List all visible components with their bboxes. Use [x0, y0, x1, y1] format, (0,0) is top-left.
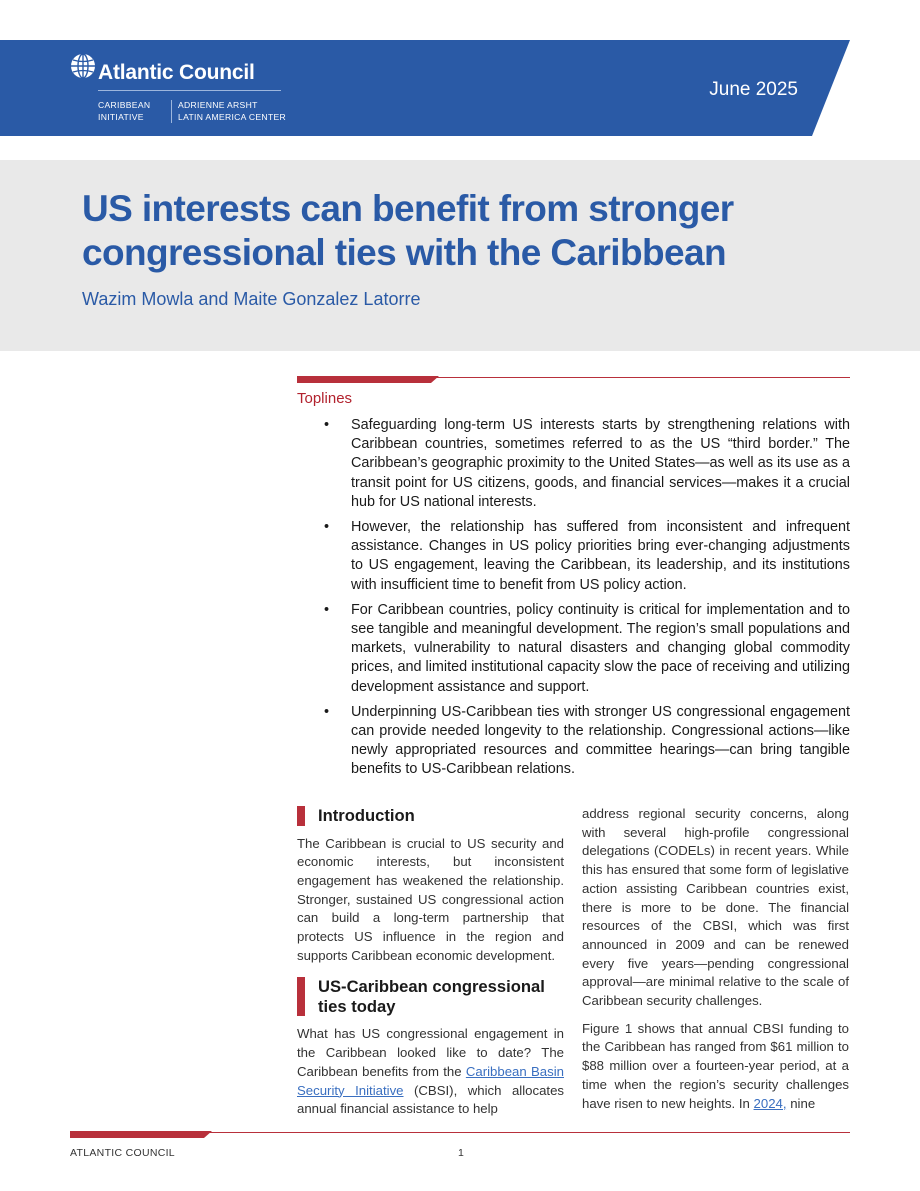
paragraph-text: What has US congressional engagement in the Caribbean looked like to date? The Caribbean benefits from the [297, 1026, 564, 1079]
topline-text: For Caribbean countries, policy continuity is critical for implementation and to see tangible and meaningful development. The region’s small populations and markets, vulnerability to natural disasters and changing global commodity prices, and limited institutional capacity slow the pace of receiving and utilizing development assistance and support. [351, 601, 850, 695]
list-item [324, 703, 850, 780]
page-title: US interests can benefit from stronger congressional ties with the Caribbean [82, 188, 734, 273]
list-item [324, 416, 850, 512]
topline-text: However, the relationship has suffered from inconsistent and infrequent assistance. Changes in US policy priorities bring ever-changing adjustments to US engagement, leaving the Caribbean, its leadership, and its institutions with insufficient time to benefit from US policy action. [351, 519, 850, 593]
heading-bar [297, 977, 305, 1016]
bullet-icon: • [324, 703, 330, 720]
paragraph-text: Figure 1 shows that annual CBSI funding to the Caribbean has ranged from $61 million to $88 million over a fourteen-year period, at a time when the region’s security challenges have risen to new heights. In [582, 1020, 849, 1111]
section-heading [297, 977, 568, 1016]
section-heading [297, 806, 564, 826]
body-column-right [582, 805, 849, 1113]
toplines-label: Toplines [297, 390, 353, 407]
body-paragraph: address regional security concerns, along with several high-profile congressional delegations (CODELs) in recent years. While this has ensured that some form of legislative action assisting Caribbean countries exist, there is more to be done. The financial resources of the CBSI, which was first announced in 2009 and can be renewed every five years—pending congressional approval—are minimal relative to the scale of Caribbean security challenges. [582, 806, 849, 1009]
toplines-rule-tab [297, 376, 442, 384]
introduction-paragraph: The Caribbean is crucial to US security and economic interests, but inconsistent engagement has weakened the relationship. Stronger, sustained US congressional action can build a long-term partnership that protects US influence in the region and supports Caribbean economic development. [297, 835, 564, 963]
heading-bar [297, 806, 305, 826]
caribbean-initiative-label: CARIBBEAN INITIATIVE [98, 100, 151, 122]
cbsi-link[interactable]: Caribbean Basin Security Initiative [297, 1063, 564, 1098]
arsht-center-label: ADRIENNE ARSHT LATIN AMERICA CENTER [171, 100, 286, 123]
year-2024-link[interactable]: 2024, [753, 1095, 787, 1111]
globe-icon [70, 53, 96, 79]
footer-org: ATLANTIC COUNCIL [70, 1147, 175, 1159]
list-item [324, 518, 850, 595]
body-paragraph [297, 1025, 564, 1119]
footer-rule-tab [70, 1131, 215, 1139]
bullet-icon: • [324, 519, 330, 536]
introduction-heading: Introduction [318, 806, 415, 825]
paragraph-text: nine [786, 1095, 816, 1111]
publication-date: June 2025 [709, 79, 798, 100]
list-item [324, 601, 850, 697]
bullet-icon: • [324, 601, 330, 618]
topline-text: Underpinning US-Caribbean ties with stronger US congressional engagement can provide needed longevity to the relationship. Congressional actions—like newly appropriated resources and committee hearings—can bring tangible benefits to US-Caribbean relations. [351, 703, 850, 778]
toplines-list [324, 416, 850, 786]
authors: Wazim Mowla and Maite Gonzalez Latorre [82, 289, 421, 309]
logo-divider [98, 90, 281, 91]
org-name: Atlantic Council [98, 61, 255, 84]
page-number: 1 [458, 1147, 465, 1159]
topline-text: Safeguarding long-term US interests starts by strengthening relations with Caribbean countries, sometimes referred to as the US “third border.” The Caribbean’s geographic proximity to the United States—as well as its use as a transit point for US citizens, goods, and financial services—makes it a crucial hub for US national interests. [351, 417, 850, 510]
bullet-icon: • [324, 417, 330, 433]
paragraph-text: (CBSI), which allocates annual financial assistance to help [297, 1082, 564, 1117]
body-column-left [297, 806, 564, 1119]
body-paragraph [582, 1020, 849, 1114]
congressional-ties-heading: US-Caribbean congressional ties today [318, 977, 545, 1016]
